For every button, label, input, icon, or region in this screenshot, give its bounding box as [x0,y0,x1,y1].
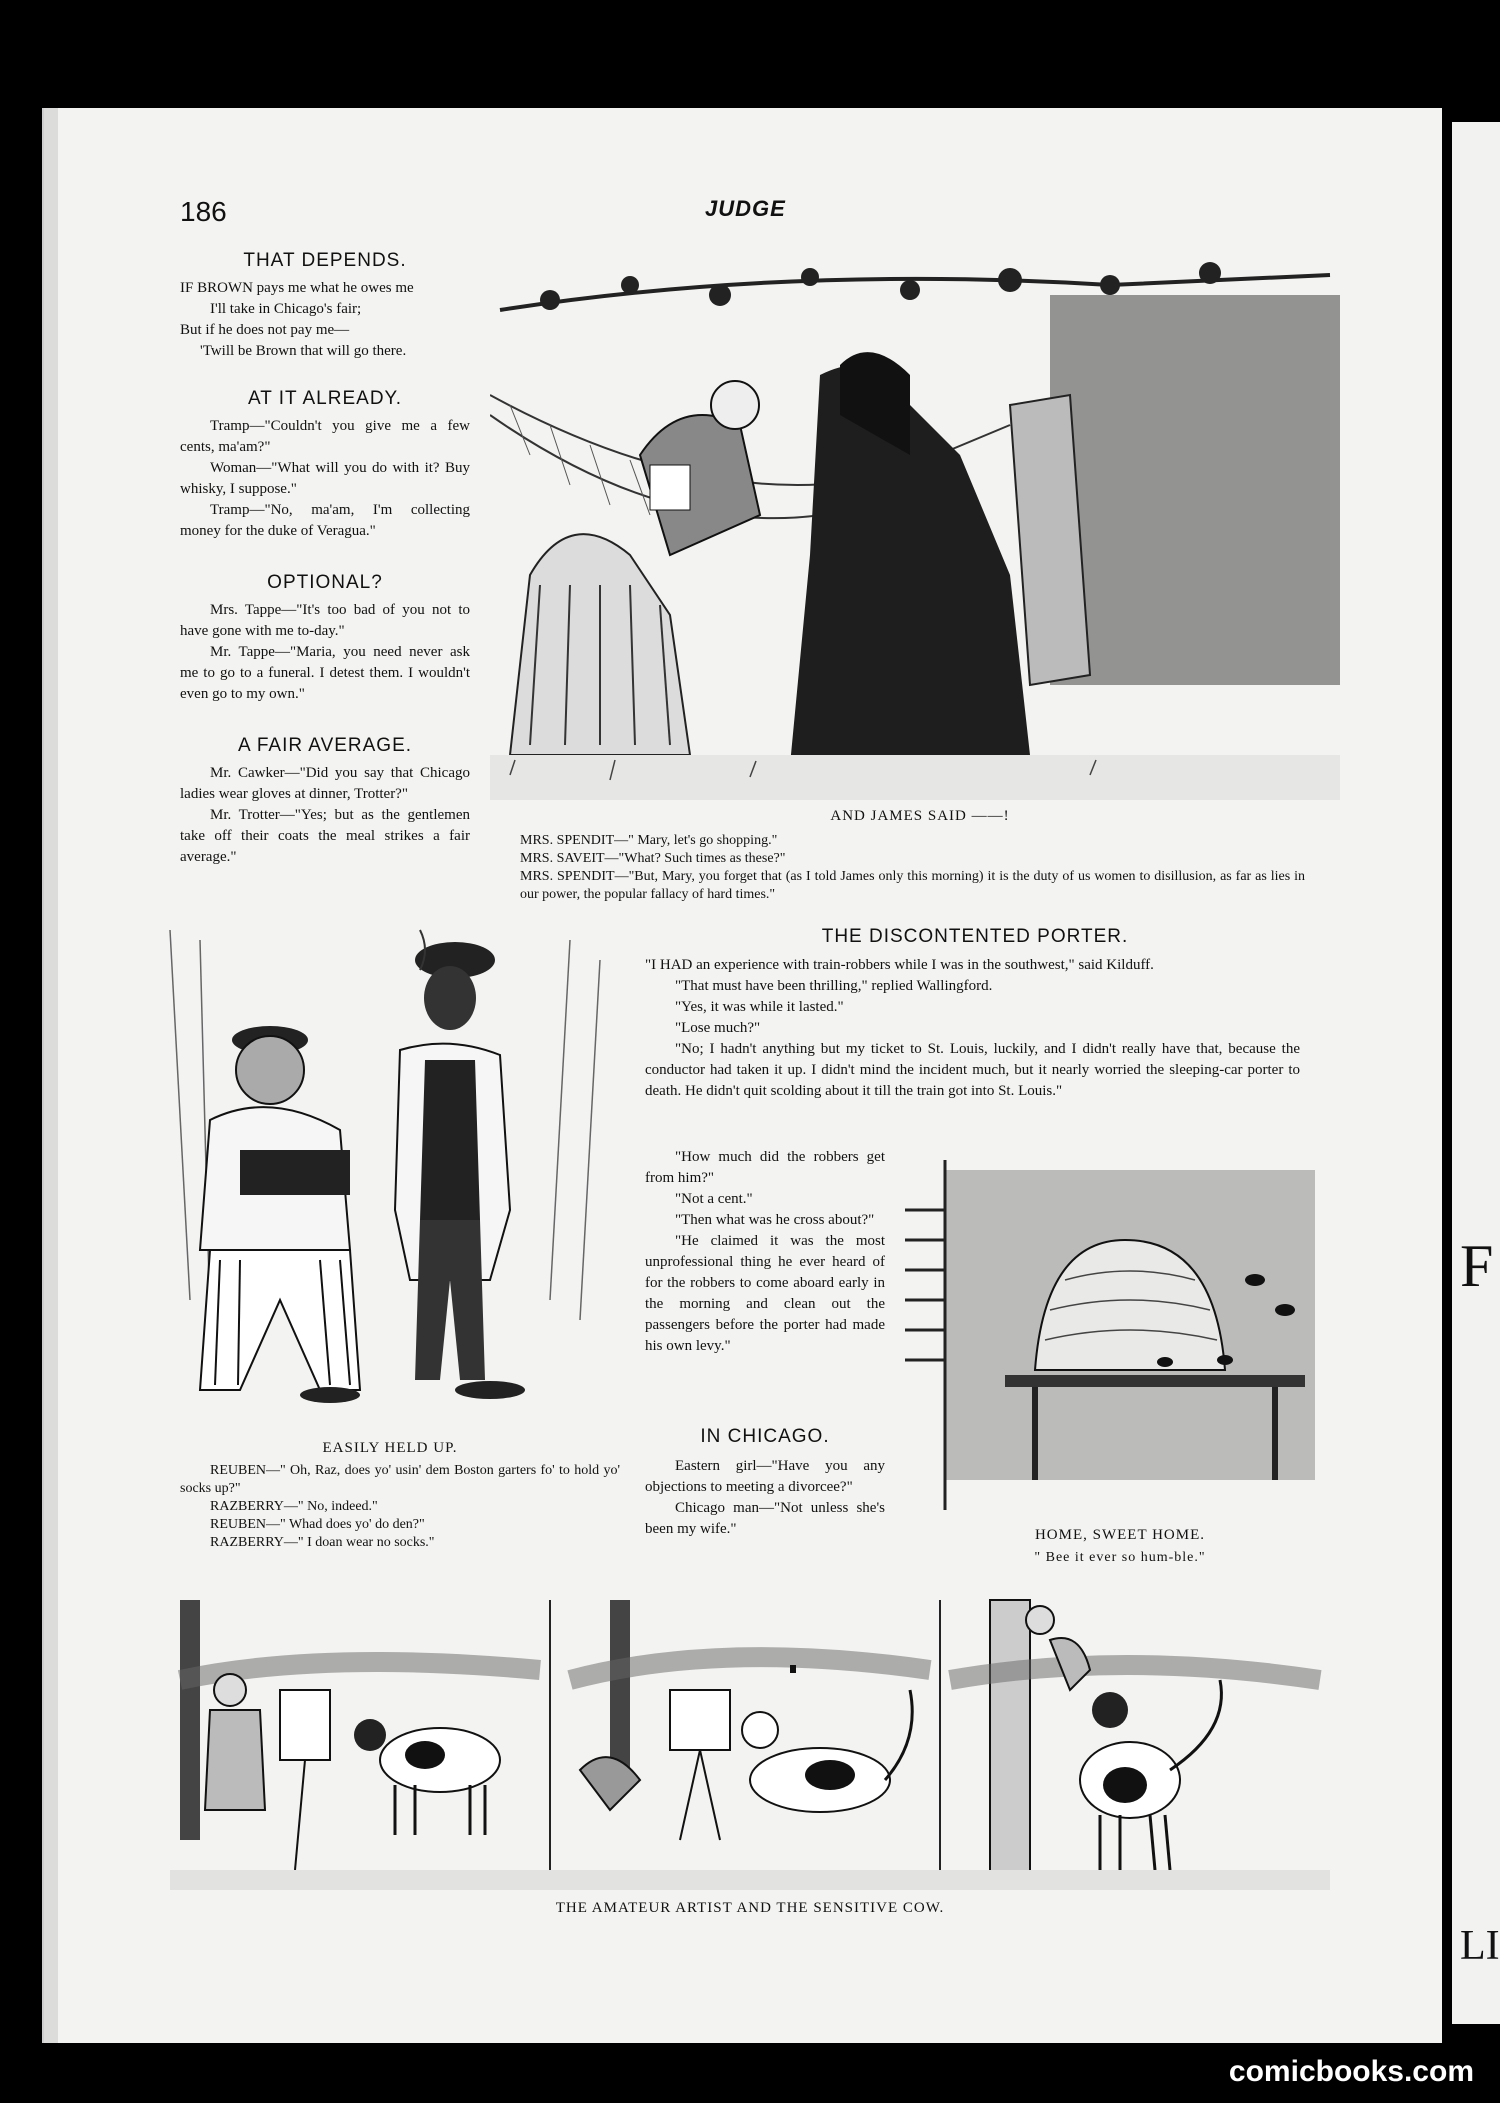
joke-title: THAT DEPENDS. [243,250,407,271]
left-column [180,250,470,868]
dialogue-line: Tramp—"Couldn't you give me a few cents, ma'am?" [180,418,470,455]
dialogue-line: MRS. SPENDIT—"But, Mary, you forget that (as I told James only this morning) it is the duty of us women to disillusion, as far as lies in our power, the popular fallacy of hard times." [520,869,1305,902]
beehive-illustration [905,1150,1325,1520]
story-paragraph: "Not a cent." [675,1191,753,1207]
hammock-caption: AND JAMES SAID ——! [830,808,1010,824]
story-paragraph: "No; I hadn't anything but my ticket to St. Louis, luckily, and I didn't really have that, because the conductor had taken it up. I didn't mind the incident much, but it nearly worried the sleeping-car porter to death. He didn't quit scolding about it till the train got into St. Louis." [645,1041,1300,1099]
joke-title: OPTIONAL? [267,572,383,593]
verse-line: I'll take in Chicago's fair; [210,301,362,317]
amateur-artist-strip [170,1580,1330,1890]
dialogue-line: REUBEN—" Oh, Raz, does yo' usin' dem Boston garters fo' to hold yo' socks up?" [180,1463,620,1496]
joke-title: AT IT ALREADY. [247,388,403,409]
verse-line: But if he does not pay me— [180,322,350,338]
adjacent-page-edge [1452,122,1500,2024]
story-paragraph: "How much did the robbers get from him?" [645,1149,885,1186]
story-paragraph: "Then what was he cross about?" [675,1212,875,1228]
story-paragraph: "I HAD an experience with train-robbers while I was in the southwest," said Kilduff. [645,957,1154,973]
chicago-title: IN CHICAGO. [700,1426,830,1447]
joke-fair-average [180,735,470,868]
dialogue-line: Mr. Tappe—"Maria, you need never ask me to go to a funeral. I detest them. I wouldn't even go to my own." [180,644,470,702]
dialogue-line: Woman—"What will you do with it? Buy whisky, I suppose." [180,460,470,497]
strip-caption: THE AMATEUR ARTIST AND THE SENSITIVE COW. [555,1900,945,1916]
dialogue-line: MRS. SAVEIT—"What? Such times as these?" [520,851,786,866]
joke-title: A FAIR AVERAGE. [237,735,413,756]
held-up-dialogue [180,1462,620,1552]
dialogue-line: MRS. SPENDIT—" Mary, let's go shopping." [520,833,778,848]
dialogue-line: REUBEN—" Whad does yo' do den?" [210,1517,425,1532]
joke-at-it-already [180,388,470,542]
home-subcaption: " Bee it ever so hum-ble." [1034,1550,1206,1565]
story-paragraph: "Lose much?" [675,1020,761,1036]
dialogue-line: RAZBERRY—" No, indeed." [210,1499,378,1514]
masthead: JUDGE [705,196,786,221]
porter-wide-text [645,955,1300,1102]
page-number: 186 [180,196,227,227]
dialogue-line: Mr. Trotter—"Yes; but as the gentlemen take off their coats the meal strikes a fair average." [180,807,470,865]
dialogue-line: Mrs. Tappe—"It's too bad of you not to have gone with me to-day." [180,602,470,639]
story-paragraph: "Yes, it was while it lasted." [675,999,844,1015]
held-up-caption: EASILY HELD UP. [322,1440,458,1456]
watermark: comicbooks.com [1228,2055,1474,2088]
home-caption: HOME, SWEET HOME. [1034,1527,1206,1543]
dialogue-line: RAZBERRY—" I doan wear no socks." [210,1535,435,1550]
story-paragraph: "That must have been thrilling," replied Wallingford. [675,978,993,994]
verse-line: IF BROWN pays me what he owes me [180,280,414,296]
porter-title: THE DISCONTENTED PORTER. [821,926,1129,947]
verse-line: 'Twill be Brown that will go there. [200,343,407,359]
joke-optional [180,572,470,705]
easily-held-up-illustration [150,920,620,1430]
dialogue-line: Mr. Cawker—"Did you say that Chicago ladies wear gloves at dinner, Trotter?" [180,765,470,802]
hammock-dialogue [520,832,1305,904]
adjacent-page-letter: LI [1460,1923,1500,1969]
porter-narrow-text [645,1147,885,1357]
dialogue-line: Tramp—"No, ma'am, I'm collecting money for the duke of Veragua." [180,502,470,539]
dialogue-line: Eastern girl—"Have you any objections to meeting a divorcee?" [645,1458,885,1495]
story-paragraph: "He claimed it was the most unprofessional thing he ever heard of for the robbers to come aboard early in the morning and clean out the passengers before the porter had made his own levy." [645,1233,885,1354]
joke-that-depends [180,250,470,362]
adjacent-page-letter: F [1460,1233,1494,1299]
chicago-dialogue [645,1456,885,1540]
dialogue-line: Chicago man—"Not unless she's been my wife." [645,1500,885,1537]
hammock-illustration [490,255,1340,800]
